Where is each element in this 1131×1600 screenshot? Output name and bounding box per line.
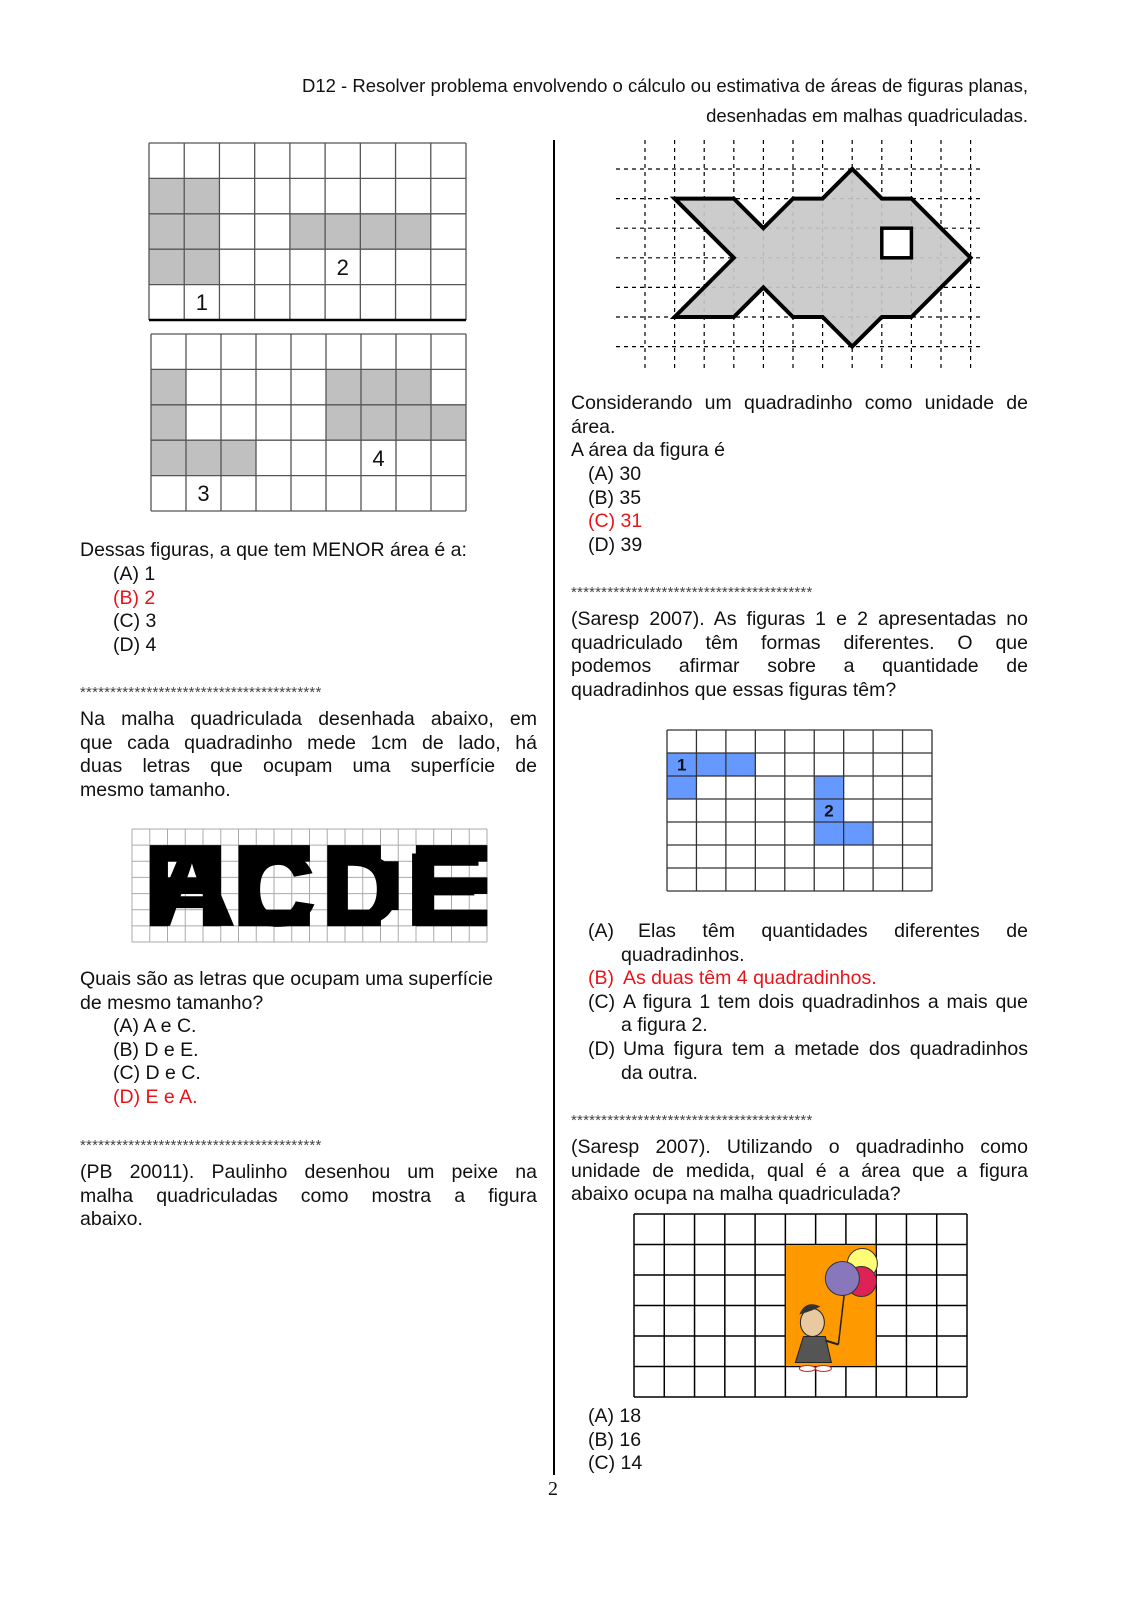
- shaded-cell: [361, 369, 396, 404]
- option-text-line: Uma figura tem a metade dos quadradinhos: [623, 1038, 1028, 1060]
- q3-intro-line: (PB 20011). Paulinho desenhou um peixe na: [80, 1161, 537, 1183]
- q2-intro-line: que cada quadradinho mede 1cm de lado, há: [80, 731, 537, 754]
- answer-option: (C) D e C.: [113, 1062, 201, 1085]
- header-line-1: D12 - Resolver problema envolvendo o cálculo ou estimativa de áreas de figuras planas,: [301, 75, 1028, 96]
- page-number: 2: [548, 1478, 558, 1500]
- separator: ****************************************: [80, 684, 322, 701]
- shaded-cell: [667, 776, 696, 799]
- shaded-cell: [396, 405, 431, 440]
- shaded-cell: [726, 753, 755, 776]
- separator: ****************************************: [80, 1137, 322, 1154]
- answer-option: (A) 30: [588, 463, 642, 485]
- shaded-cell: [326, 405, 361, 440]
- q4-intro-line: quadriculado têm formas diferentes. O que: [571, 631, 1028, 654]
- q5-intro: [571, 1136, 1028, 1207]
- q3-question-line: área.: [571, 415, 616, 438]
- girl-shoe: [815, 1366, 831, 1372]
- option-letter: (A): [588, 920, 614, 942]
- answer-option: (D) E e A.: [113, 1085, 198, 1108]
- shaded-cell: [151, 369, 186, 404]
- shaded-cell: [151, 440, 186, 475]
- answer-option: (D) 4: [113, 633, 157, 656]
- answer-option: (C) 31: [588, 510, 643, 533]
- option-text-line: Elas têm quantidades diferentes de: [638, 920, 1028, 942]
- q5-intro-line: (Saresp 2007). Utilizando o quadradinho como: [571, 1136, 1028, 1158]
- shaded-cell: [325, 214, 360, 249]
- shaded-cell: [149, 249, 184, 284]
- shaded-cell: [814, 822, 843, 845]
- q4-intro: [571, 608, 1028, 702]
- answer-option: [588, 991, 1028, 1038]
- shaded-cell: [396, 214, 431, 249]
- answer-option: [588, 920, 1028, 967]
- answer-option: (D) 39: [588, 533, 643, 556]
- header-line-2: desenhadas em malhas quadriculadas.: [706, 105, 1028, 126]
- figure-label: 1: [195, 290, 208, 316]
- answer-option: (A) 1: [113, 563, 156, 585]
- shaded-cell: [696, 753, 725, 776]
- option-text-line: quadradinhos.: [621, 943, 745, 966]
- letters-text: ACDE: [149, 834, 487, 959]
- letters-grid: [132, 829, 487, 959]
- q1-question: Dessas figuras, a que tem MENOR área é a:: [80, 539, 467, 561]
- answer-option: (B) 16: [588, 1428, 642, 1451]
- shaded-cell: [151, 405, 186, 440]
- separator: ****************************************: [571, 1112, 813, 1129]
- shaded-cell: [361, 405, 396, 440]
- answer-option: (C) 14: [588, 1452, 643, 1475]
- q4-intro-line: podemos afirmar sobre a quantidade de: [571, 655, 1028, 678]
- q3-intro-line: abaixo.: [80, 1208, 143, 1231]
- shaded-cell: [360, 214, 395, 249]
- option-letter: (C): [588, 990, 616, 1013]
- answer-option: [588, 1038, 1028, 1085]
- q3-intro: [80, 1161, 537, 1232]
- balloon-girl-grid: [634, 1214, 967, 1397]
- option-text-line: As duas têm 4 quadradinhos.: [623, 967, 877, 990]
- figure-label: 1: [676, 755, 687, 775]
- shaded-cell: [431, 405, 466, 440]
- option-letter: (B): [588, 967, 614, 990]
- q2-intro-line: duas letras que ocupam uma superfície de: [80, 755, 537, 778]
- answer-option: (A) A e C.: [113, 1015, 197, 1037]
- fish-grid-figure: [616, 140, 981, 370]
- q5-intro-line: abaixo ocupa na malha quadriculada?: [571, 1183, 901, 1206]
- q5-intro-line: unidade de medida, qual é a área que a figura: [571, 1159, 1028, 1182]
- shaded-cell: [149, 178, 184, 213]
- answer-option: (B) 2: [113, 586, 156, 609]
- balloon-purple: [825, 1262, 859, 1296]
- q3-prompt: A área da figura é: [571, 439, 725, 461]
- grid-figures-1-2: [149, 143, 466, 320]
- shaded-cell: [184, 178, 219, 213]
- q2-intro-line: mesmo tamanho.: [80, 778, 231, 801]
- q4-intro-line: quadradinhos que essas figuras têm?: [571, 678, 897, 701]
- shaded-cell: [149, 214, 184, 249]
- blue-figures-grid: [667, 730, 932, 891]
- figure-label: 4: [372, 445, 385, 471]
- figure-label: 2: [824, 801, 834, 821]
- q2-question-line: de mesmo tamanho?: [80, 992, 264, 1014]
- answer-option: (C) 3: [113, 610, 157, 633]
- option-text-line: A figura 1 tem dois quadradinhos a mais que: [623, 990, 1028, 1013]
- figure-label: 3: [197, 481, 210, 507]
- shaded-cell: [184, 249, 219, 284]
- q2-intro-line: Na malha quadriculada desenhada abaixo, em: [80, 708, 537, 730]
- shaded-cell: [290, 214, 325, 249]
- shaded-cell: [221, 440, 256, 475]
- figure-label: 2: [336, 254, 349, 280]
- q3-intro-line: malha quadriculadas como mostra a figura: [80, 1184, 537, 1207]
- option-text-line: da outra.: [621, 1061, 698, 1084]
- q4-intro-line: (Saresp 2007). As figuras 1 e 2 apresentadas no: [571, 608, 1028, 630]
- column-divider: [553, 140, 555, 1475]
- answer-option: (B) 35: [588, 486, 642, 509]
- shaded-cell: [186, 440, 221, 475]
- option-text-line: a figura 2.: [621, 1014, 708, 1037]
- shaded-cell: [814, 776, 843, 799]
- q2-intro: [80, 708, 537, 802]
- fish-eye: [882, 228, 912, 258]
- answer-option: [588, 967, 1028, 991]
- shaded-cell: [844, 822, 873, 845]
- shaded-cell: [326, 369, 361, 404]
- q3-question: [571, 392, 1028, 439]
- answer-option: (A) 18: [588, 1405, 642, 1427]
- girl-shoe: [799, 1366, 815, 1372]
- shaded-cell: [396, 369, 431, 404]
- option-letter: (D): [588, 1038, 616, 1060]
- q2-question-line: Quais são as letras que ocupam uma superfície: [80, 968, 493, 990]
- answer-option: (B) D e E.: [113, 1038, 199, 1061]
- separator: ****************************************: [571, 584, 813, 601]
- q3-question-line: Considerando um quadradinho como unidade de: [571, 392, 1028, 414]
- grid-figures-3-4: [151, 334, 466, 511]
- shaded-cell: [184, 214, 219, 249]
